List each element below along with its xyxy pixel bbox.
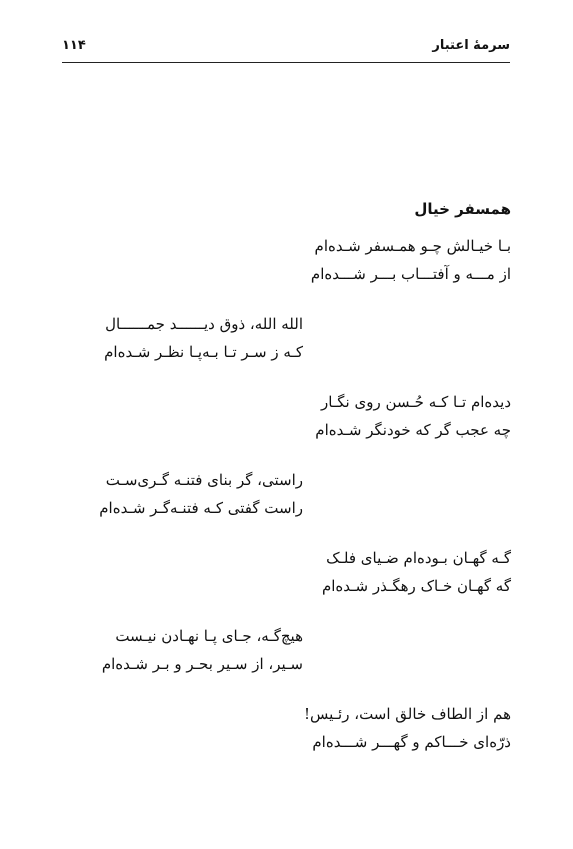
stanza-6: [102, 622, 303, 678]
verse-line: ذرّه‌ای خـــاکم و گهـــر شـــده‌ام: [312, 733, 511, 751]
stanza-4: [99, 466, 303, 522]
verse-line: گه گهـان خـاک رهگـذر شـده‌ام: [321, 577, 511, 595]
page-number: ۱۱۴: [62, 38, 86, 53]
verse-line: بـا خیـالش چـو همـسفر شـده‌ام: [314, 237, 511, 255]
stanza-5: [322, 544, 511, 600]
poem-title: همسفر خیال: [414, 200, 511, 218]
verse-line: کـه ز سـر تـا بـه‌پـا نظـر شـده‌ام: [104, 343, 303, 361]
verse-line: از مـــه و آفتـــاب بـــر شـــده‌ام: [310, 265, 511, 283]
stanza-7: [304, 700, 511, 756]
stanza-3: [315, 388, 511, 444]
verse-line: راست گفتی کـه فتنـه‌گـر شـده‌ام: [99, 499, 303, 517]
running-head-title: سرمهٔ اعتبار: [432, 38, 510, 53]
stanza-2: [104, 310, 303, 366]
stanza-1: [311, 232, 511, 288]
verse-line: چه عجب گر که خودنگر شـده‌ام: [315, 421, 511, 439]
verse-line: گـه گهـان بـوده‌ام ضـیای فلـک: [326, 549, 511, 567]
verse-line: سـیر، از سـیر بحـر و بـر شـده‌ام: [101, 655, 303, 673]
page-header: [62, 34, 510, 63]
verse-line: دیده‌ام تـا کـه حُـسن روی نگـار: [321, 393, 511, 411]
verse-line: هم از الطاف خالق است، رئـیس!: [303, 705, 511, 723]
verse-line: الله الله، ذوق دیــــــد جمــــــال: [105, 315, 303, 333]
verse-line: هیچ‌گـه، جـای پـا نهـادن نیـست: [115, 627, 303, 645]
verse-line: راستی، گر بنای فتنـه گـری‌سـت: [105, 471, 303, 489]
